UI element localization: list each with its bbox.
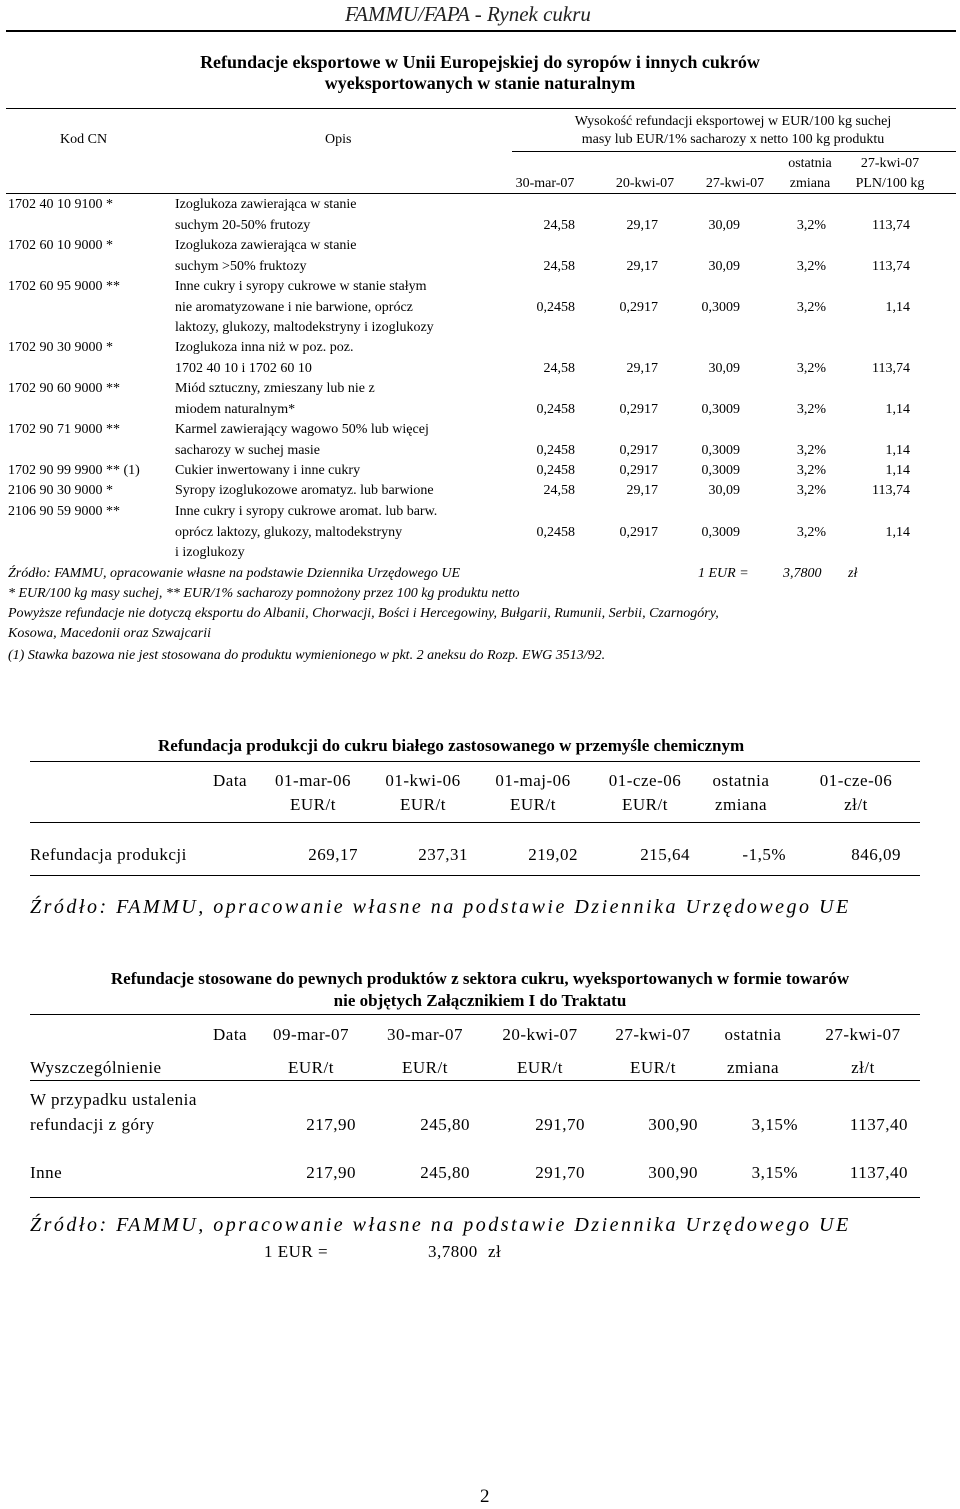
table1-top-rule	[6, 108, 956, 109]
cn-code: 1702 40 10 9100 *	[8, 197, 113, 212]
row-label: W przypadku ustalenia	[30, 1090, 197, 1109]
row-label: refundacji z góry	[30, 1115, 155, 1134]
group-header-line: Wysokość refundacji eksportowej w EUR/100 kg suchej	[574, 114, 892, 129]
col-header: 27-kwi-07	[825, 1025, 901, 1044]
footnote: Kosowa, Macedonii oraz Szwajcarii	[8, 626, 212, 641]
col-header: 01-cze-06	[819, 771, 893, 790]
col-header-unit: EUR/t	[622, 795, 668, 814]
description-line: oprócz laktozy, glukozy, maltodekstryny	[175, 524, 403, 540]
col-header: ostatnia	[724, 1025, 782, 1044]
table2-title: Refundacja produkcji do cukru białego zastosowanego w przemyśle chemicznym	[158, 736, 745, 755]
value-cell: 0,2917	[619, 463, 658, 478]
col-header: zmiana	[789, 176, 831, 191]
cn-code: 2106 90 30 9000 *	[8, 483, 113, 498]
col-header: 30-mar-07	[515, 176, 575, 191]
col-header-unit: zł/t	[851, 1058, 875, 1077]
value-cell: 245,80	[420, 1115, 470, 1134]
value-cell: 300,90	[648, 1115, 698, 1134]
rate-unit: zł	[848, 566, 858, 581]
value-cell: 0,2458	[536, 299, 575, 315]
description-line: Inne cukry i syropy cukrowe w stanie stałym	[175, 279, 427, 294]
table2-header-rule	[30, 822, 920, 823]
col-header: 27-kwi-07	[705, 176, 765, 191]
value-cell: 113,74	[872, 217, 910, 233]
value-cell: 1,14	[885, 442, 910, 458]
cn-code: 1702 90 60 9000 **	[8, 381, 120, 396]
col-header: 20-kwi-07	[615, 176, 675, 191]
table1-title	[0, 52, 960, 94]
value-cell: 237,31	[418, 845, 468, 864]
value-cell: 1137,40	[849, 1115, 908, 1134]
value-cell: 1,14	[885, 463, 910, 478]
description-line: Cukier inwertowany i inne cukry	[175, 463, 361, 478]
col-header-unit: EUR/t	[288, 1058, 334, 1077]
table3-title-line: nie objętych Załącznikiem I do Traktatu	[333, 991, 627, 1010]
cn-code: 2106 90 59 9000 **	[8, 504, 120, 519]
value-cell: 1,14	[885, 299, 910, 315]
value-cell: 3,2%	[796, 360, 826, 376]
value-cell: 0,3009	[701, 401, 740, 417]
rate-value: 3,7800	[783, 566, 822, 581]
col-kod-header: Kod CN	[60, 132, 108, 147]
description-line: nie aromatyzowane i nie barwione, oprócz	[175, 299, 413, 315]
table3-title	[0, 968, 960, 1012]
value-cell: 0,2458	[536, 401, 575, 417]
cn-code: 1702 90 30 9000 *	[8, 340, 113, 355]
footnote: * EUR/100 kg masy suchej, ** EUR/1% sacharozy pomnożony przez 100 kg produktu netto	[8, 586, 520, 601]
col-header: 01-cze-06	[608, 771, 682, 790]
value-cell: 0,2917	[619, 401, 658, 417]
col-header: 01-maj-06	[495, 771, 571, 790]
description-line: Karmel zawierający wagowo 50% lub więcej	[175, 422, 429, 437]
value-cell: 29,17	[626, 360, 658, 376]
value-cell: 1137,40	[849, 1163, 908, 1182]
description-line: Inne cukry i syropy cukrowe aromat. lub barw.	[175, 504, 438, 519]
rate-value: 3,7800	[428, 1242, 478, 1261]
value-cell: 0,3009	[701, 463, 740, 478]
value-cell: 30,09	[708, 258, 740, 274]
col-header-unit: zmiana	[714, 795, 768, 814]
col-header: 27-kwi-07	[615, 1025, 691, 1044]
value-cell: 24,58	[543, 483, 575, 498]
group-header-rule	[512, 151, 956, 152]
col-header-unit: EUR/t	[402, 1058, 448, 1077]
col-header: 01-kwi-06	[385, 771, 461, 790]
page-number: 2	[480, 1486, 490, 1507]
group-header	[510, 113, 956, 149]
col-header-unit: EUR/t	[630, 1058, 676, 1077]
value-cell: 29,17	[626, 258, 658, 274]
value-cell: 3,15%	[751, 1163, 798, 1182]
value-cell: 1,14	[885, 524, 910, 540]
value-cell: 215,64	[640, 845, 690, 864]
value-cell: 291,70	[535, 1115, 585, 1134]
table3-title-line: Refundacje stosowane do pewnych produktów z sektora cukru, wyeksportowanych w formie towarów	[110, 969, 850, 988]
data-label: Data	[213, 1025, 248, 1044]
table3-source: Źródło: FAMMU, opracowanie własne na podstawie Dziennika Urzędowego UE	[30, 1214, 851, 1236]
value-cell: 30,09	[708, 217, 740, 233]
col-header: ostatnia	[788, 156, 832, 171]
value-cell: 217,90	[306, 1115, 356, 1134]
cn-code: 1702 60 95 9000 **	[8, 279, 120, 294]
description-line: suchym >50% fruktozy	[175, 258, 307, 274]
footnote: (1) Stawka bazowa nie jest stosowana do produktu wymienionego w pkt. 2 aneksu do Rozp. EWG 3513/92.	[8, 648, 606, 663]
value-cell: 0,2458	[536, 524, 575, 540]
col-header: ostatnia	[712, 771, 770, 790]
value-cell: 3,2%	[796, 442, 826, 458]
rate-unit: zł	[488, 1242, 502, 1261]
value-cell: 113,74	[872, 258, 910, 274]
value-cell: 3,15%	[751, 1115, 798, 1134]
value-cell: 3,2%	[796, 463, 826, 478]
description-line: 1702 40 10 i 1702 60 10	[175, 360, 312, 376]
table3-top-rule	[30, 1014, 920, 1015]
rate-label: 1 EUR =	[264, 1242, 329, 1261]
value-cell: 113,74	[872, 360, 910, 376]
col-header-unit: zmiana	[726, 1058, 780, 1077]
value-cell: 3,2%	[796, 483, 826, 498]
table1-source: Źródło: FAMMU, opracowanie własne na podstawie Dziennika Urzędowego UE	[8, 566, 460, 581]
table2-top-rule	[30, 761, 920, 762]
running-title: FAMMU/FAPA - Rynek cukru	[345, 2, 591, 26]
value-cell: 29,17	[626, 217, 658, 233]
col-header: 20-kwi-07	[502, 1025, 578, 1044]
cn-code: 1702 90 71 9000 **	[8, 422, 120, 437]
description-line: Syropy izoglukozowe aromatyz. lub barwione	[175, 483, 434, 498]
value-cell: -1,5%	[742, 845, 786, 864]
description-line: Izoglukoza zawierająca w stanie	[175, 238, 357, 253]
description-line: i izoglukozy	[175, 545, 245, 560]
table3-bottom-rule	[30, 1197, 920, 1198]
value-cell: 217,90	[306, 1163, 356, 1182]
value-cell: 300,90	[648, 1163, 698, 1182]
col-header-unit: EUR/t	[517, 1058, 563, 1077]
table3-header-rule	[30, 1080, 920, 1081]
footnote: Powyższe refundacje nie dotyczą eksportu do Albanii, Chorwacji, Bości i Hercegowiny, Bułgarii, Rumunii, Serbii, Czarnogóry,	[8, 606, 719, 621]
cn-code: 1702 60 10 9000 *	[8, 238, 113, 253]
value-cell: 113,74	[872, 483, 910, 498]
description-line: miodem naturalnym*	[175, 401, 296, 417]
description-line: laktozy, glukozy, maltodekstryny i izoglukozy	[175, 320, 434, 335]
table1-title-line: Refundacje eksportowe w Unii Europejskiej do syropów i innych cukrów	[200, 52, 760, 72]
row-label: Inne	[30, 1163, 63, 1182]
value-cell: 846,09	[851, 845, 901, 864]
cn-code: 1702 90 99 9900 ** (1)	[8, 463, 140, 478]
col-header-unit: EUR/t	[290, 795, 336, 814]
value-cell: 3,2%	[796, 299, 826, 315]
value-cell: 30,09	[708, 360, 740, 376]
value-cell: 0,3009	[701, 442, 740, 458]
col-header: PLN/100 kg	[855, 176, 925, 191]
group-header-line: masy lub EUR/1% sacharozy x netto 100 kg produktu	[581, 132, 885, 147]
value-cell: 0,2458	[536, 463, 575, 478]
value-cell: 245,80	[420, 1163, 470, 1182]
value-cell: 0,2917	[619, 524, 658, 540]
col-opis-header: Opis	[325, 132, 352, 147]
rate-label: 1 EUR =	[698, 566, 749, 581]
value-cell: 24,58	[543, 360, 575, 376]
table2-bottom-rule	[30, 875, 920, 876]
table1-title-line: wyeksportowanych w stanie naturalnym	[324, 73, 636, 93]
value-cell: 3,2%	[796, 217, 826, 233]
col-header-unit: zł/t	[844, 795, 868, 814]
table2-source: Źródło: FAMMU, opracowanie własne na podstawie Dziennika Urzędowego UE	[30, 896, 851, 918]
value-cell: 29,17	[626, 483, 658, 498]
description-line: Izoglukoza zawierająca w stanie	[175, 197, 357, 212]
value-cell: 291,70	[535, 1163, 585, 1182]
row-header: Wyszczególnienie	[30, 1058, 162, 1077]
col-header: 09-mar-07	[273, 1025, 349, 1044]
col-header: 01-mar-06	[275, 771, 351, 790]
row-label: Refundacja produkcji	[30, 845, 187, 864]
value-cell: 24,58	[543, 217, 575, 233]
header-rule	[6, 30, 956, 32]
col-header-unit: EUR/t	[510, 795, 556, 814]
value-cell: 1,14	[885, 401, 910, 417]
col-header-unit: EUR/t	[400, 795, 446, 814]
value-cell: 0,2917	[619, 442, 658, 458]
value-cell: 3,2%	[796, 401, 826, 417]
value-cell: 0,2458	[536, 442, 575, 458]
table1-header-rule	[6, 193, 956, 194]
col-header: 30-mar-07	[387, 1025, 463, 1044]
value-cell: 3,2%	[796, 524, 826, 540]
col-header: 27-kwi-07	[860, 156, 920, 171]
value-cell: 0,3009	[701, 524, 740, 540]
value-cell: 3,2%	[796, 258, 826, 274]
description-line: suchym 20-50% frutozy	[175, 217, 311, 233]
value-cell: 219,02	[528, 845, 578, 864]
value-cell: 0,2917	[619, 299, 658, 315]
value-cell: 24,58	[543, 258, 575, 274]
description-line: Izoglukoza inna niż w poz. poz.	[175, 340, 354, 355]
value-cell: 269,17	[308, 845, 358, 864]
description-line: sacharozy w suchej masie	[175, 442, 320, 458]
description-line: Miód sztuczny, zmieszany lub nie z	[175, 381, 375, 396]
data-label: Data	[213, 771, 248, 790]
value-cell: 0,3009	[701, 299, 740, 315]
value-cell: 30,09	[708, 483, 740, 498]
